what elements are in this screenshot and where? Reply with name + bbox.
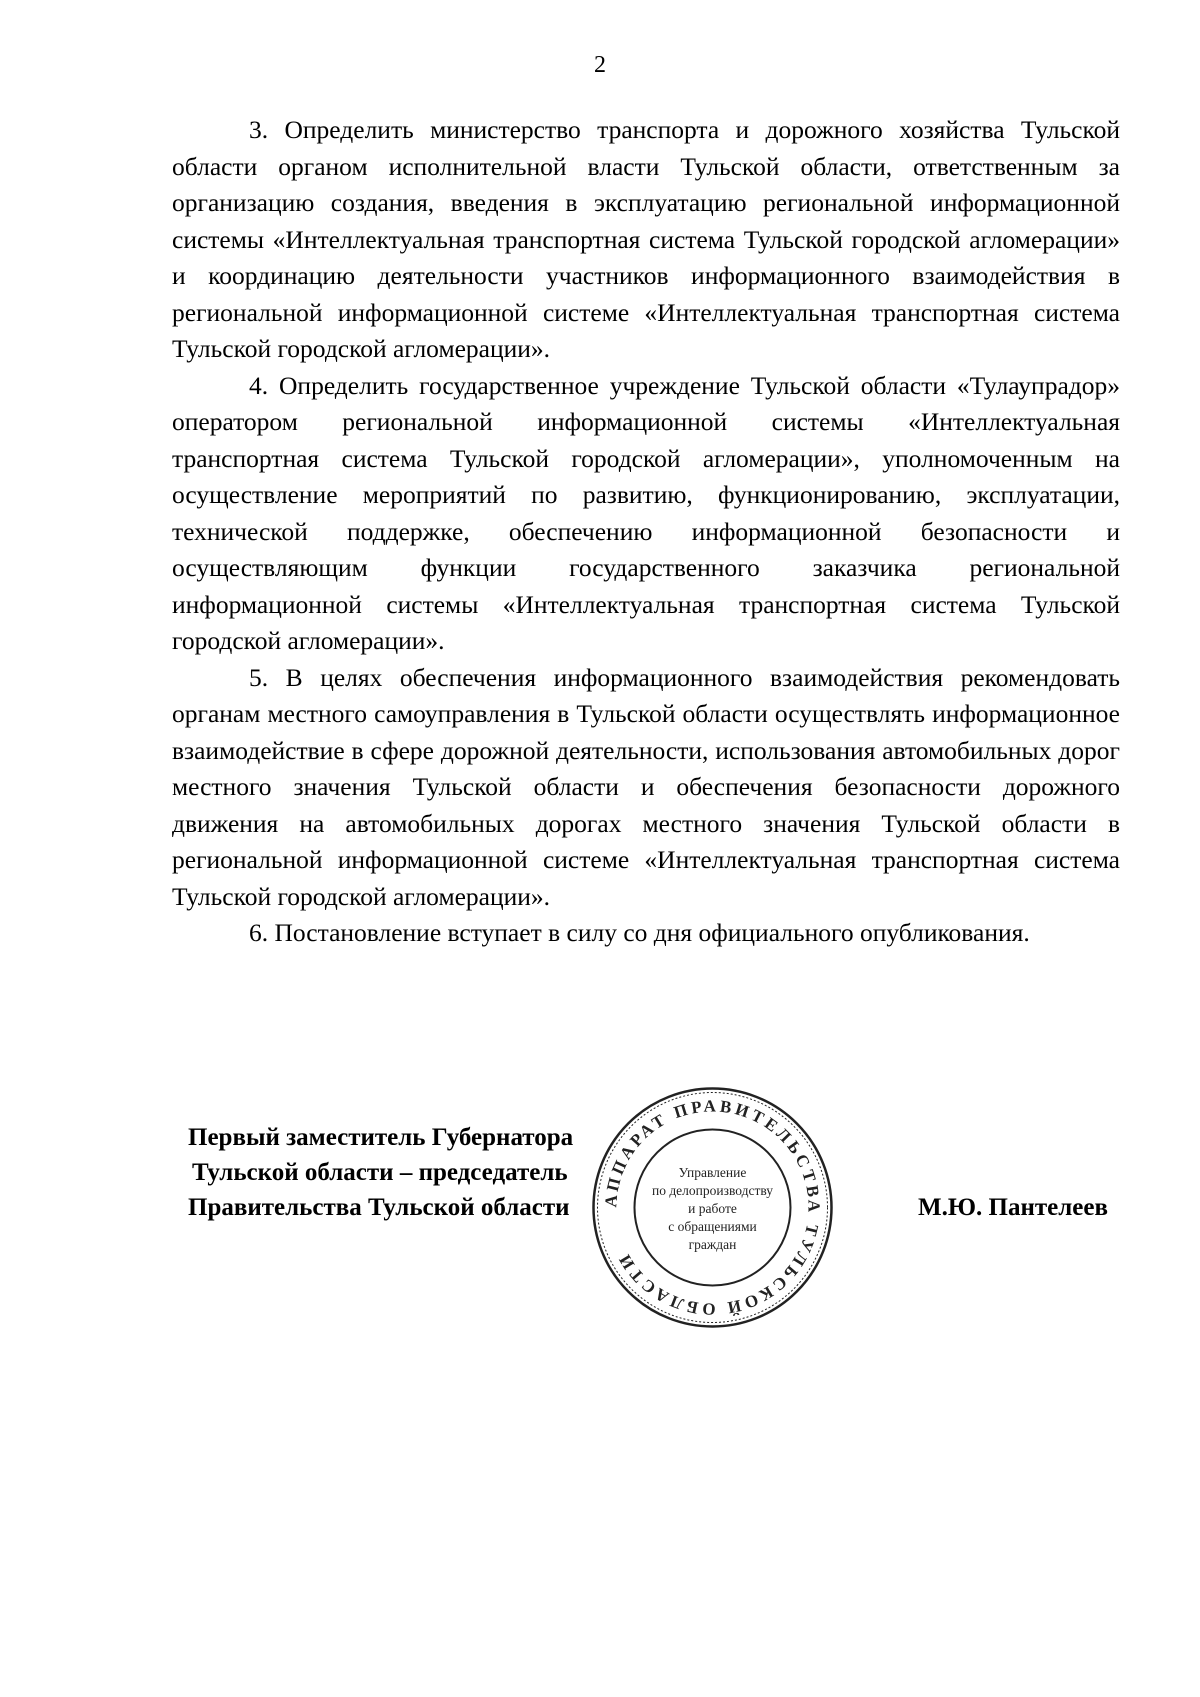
seal-center-line: Управление xyxy=(678,1165,747,1180)
seal-center-line: и работе xyxy=(688,1201,737,1216)
signer-name: М.Ю. Пантелеев xyxy=(918,1194,1108,1221)
signer-title-line: Первый заместитель Губернатора xyxy=(188,1124,574,1151)
seal-center-line: по делопроизводству xyxy=(651,1183,774,1198)
seal-center-line: граждан xyxy=(688,1237,737,1252)
signer-title-line: Правительства Тульской области xyxy=(188,1194,570,1221)
signer-title-line: Тульской области – председатель xyxy=(192,1159,568,1186)
seal-center-line: с обращениями xyxy=(668,1219,757,1234)
seal-ring-text: АППАРАТ ПРАВИТЕЛЬСТВА ТУЛЬСКОЙ ОБЛАСТИ xyxy=(601,1096,824,1319)
seal-center-text xyxy=(652,1165,773,1252)
document-body xyxy=(172,112,1120,952)
page-number: 2 xyxy=(594,52,606,78)
paragraph-4: 4. Определить государственное учреждение Тульской области «Тулаупрадор» оператором региональной информационной системы «Интеллектуальная транспортная система Тульской городской агломерации», уполномоченным на осуществление мероприятий по развитию, функционированию, эксплуатации, технической поддержке, обеспечению информационной безопасности и осуществляющим функции государственного заказчика региональной информационной системы «Интеллектуальная транспортная система Тульской городской агломерации». xyxy=(172,370,1120,655)
paragraph-5: 5. В целях обеспечения информационного взаимодействия рекомендовать органам местного самоуправления в Тульской области осуществлять информационное взаимодействие в сфере дорожной деятельности, использования автомобильных дорог местного значения Тульской области и обеспечения безопасности дорожного движения на автомобильных дорогах местного значения Тульской области в региональной информационной системе «Интеллектуальная транспортная система Тульской городской агломерации». xyxy=(172,662,1120,911)
signer-title xyxy=(188,1120,573,1225)
official-seal-stamp xyxy=(590,1085,835,1330)
paragraph-6: 6. Постановление вступает в силу со дня официального опубликования. xyxy=(249,918,1030,947)
paragraph-3: 3. Определить министерство транспорта и дорожного хозяйства Тульской области органом исполнительной власти Тульской области, ответственным за организацию создания, введения в эксплуатацию региональной информационной системы «Интеллектуальная транспортная система Тульской городской агломерации» и координацию деятельности участников информационного взаимодействия в региональной информационной системе «Интеллектуальная транспортная система Тульской городской агломерации». xyxy=(172,115,1120,363)
